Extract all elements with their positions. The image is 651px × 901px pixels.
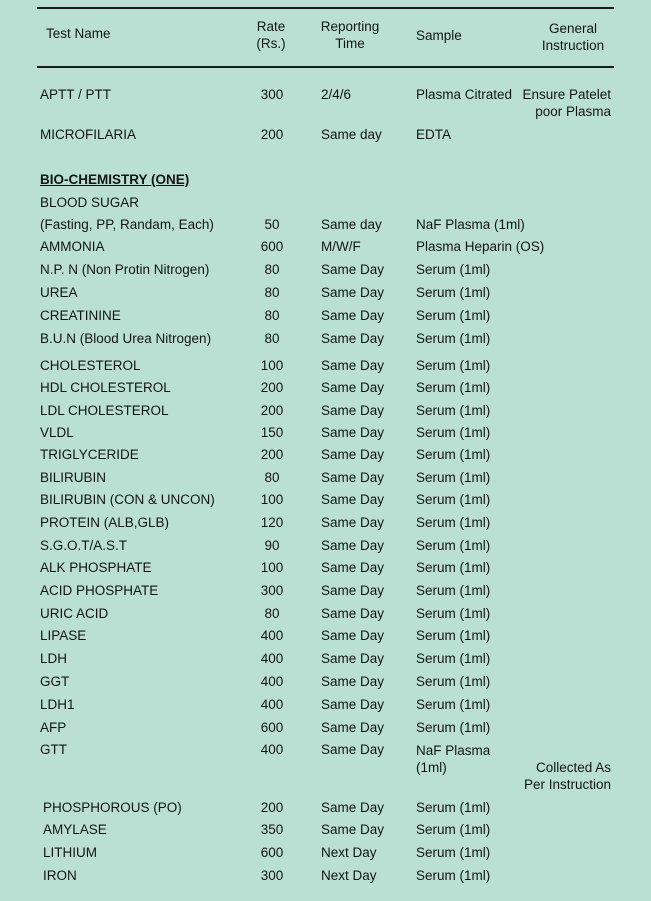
reporting-time: Same Day	[321, 674, 385, 689]
sample: Serum (1ml)	[416, 822, 491, 837]
reporting-time: Same Day	[321, 492, 385, 507]
header-rate-line1: Rate	[256, 19, 286, 34]
test-name: UREA	[40, 285, 78, 300]
table-row	[0, 740, 651, 760]
header-rate-line2: (Rs.)	[256, 36, 286, 51]
table-row	[0, 536, 651, 556]
rate: 600	[260, 720, 284, 735]
test-name: CHOLESTEROL	[40, 358, 141, 373]
sample: Serum (1ml)	[416, 358, 491, 373]
reporting-time: Same Day	[321, 538, 385, 553]
sample: Serum (1ml)	[416, 308, 491, 323]
sample: NaF Plasma (1ml)	[416, 217, 525, 232]
sample: Serum (1ml)	[416, 845, 491, 860]
section-heading-row	[0, 170, 651, 190]
reporting-time: Next Day	[321, 868, 377, 883]
test-name: GGT	[40, 674, 70, 689]
rate: 80	[264, 470, 280, 485]
reporting-time: Same Day	[321, 425, 385, 440]
table-row	[0, 558, 651, 578]
rate: 200	[260, 127, 284, 142]
rate: 100	[260, 358, 284, 373]
rate: 300	[260, 87, 284, 102]
sample: Plasma Citrated	[416, 87, 513, 102]
header-general-line1: General	[548, 21, 598, 36]
table-row	[0, 695, 651, 715]
reporting-time: Same day	[321, 217, 382, 232]
table-row	[0, 490, 651, 510]
table-row	[0, 329, 651, 349]
sample: Serum (1ml)	[416, 560, 491, 575]
rate: 80	[264, 285, 280, 300]
table-row	[0, 604, 651, 624]
table-row	[0, 401, 651, 421]
rate: 80	[264, 262, 280, 277]
sample: Serum (1ml)	[416, 470, 491, 485]
sample: Serum (1ml)	[416, 262, 491, 277]
table-row	[0, 260, 651, 280]
sample: Serum (1ml)	[416, 425, 491, 440]
reporting-time: Next Day	[321, 845, 377, 860]
sample: Serum (1ml)	[416, 515, 491, 530]
sample: Serum (1ml)	[416, 606, 491, 621]
group-title-row	[0, 193, 651, 213]
test-name: LITHIUM	[43, 845, 97, 860]
sample: Serum (1ml)	[416, 538, 491, 553]
reporting-time: Same Day	[321, 800, 385, 815]
table-row	[0, 125, 651, 145]
test-name: BILIRUBIN	[40, 470, 107, 485]
reporting-time: Same Day	[321, 628, 385, 643]
table-row	[0, 468, 651, 488]
test-name: LDH1	[40, 697, 75, 712]
test-name: LDL CHOLESTEROL	[40, 403, 169, 418]
sample: Serum (1ml)	[416, 492, 491, 507]
general-instruction-line2: Per Instruction	[523, 777, 611, 792]
rate: 400	[260, 742, 284, 757]
rate: 200	[260, 380, 284, 395]
table-row	[0, 378, 651, 398]
sample-line1: NaF Plasma	[416, 743, 491, 758]
sample: Serum (1ml)	[416, 628, 491, 643]
table-row	[0, 215, 651, 235]
sample-line2: (1ml)	[416, 760, 447, 775]
table-row	[0, 672, 651, 692]
test-name: TRIGLYCERIDE	[40, 447, 139, 462]
sample: Serum (1ml)	[416, 583, 491, 598]
reporting-time: Same Day	[321, 308, 385, 323]
reporting-time: Same Day	[321, 515, 385, 530]
table-row	[0, 866, 651, 886]
reporting-time: Same Day	[321, 606, 385, 621]
rate: 600	[260, 845, 284, 860]
reporting-time: Same Day	[321, 380, 385, 395]
rate: 350	[260, 822, 284, 837]
header-reporting-line1: Reporting	[320, 19, 380, 34]
reporting-time: Same Day	[321, 447, 385, 462]
table-row	[0, 356, 651, 376]
sample: Serum (1ml)	[416, 868, 491, 883]
table-row	[0, 513, 651, 533]
test-name: LIPASE	[40, 628, 87, 643]
reporting-time: Same Day	[321, 583, 385, 598]
table-row	[0, 820, 651, 840]
test-name: AMMONIA	[40, 239, 105, 254]
reporting-time: Same Day	[321, 697, 385, 712]
table-row	[0, 798, 651, 818]
sample: Serum (1ml)	[416, 380, 491, 395]
test-name: AFP	[40, 720, 67, 735]
sample	[416, 742, 490, 776]
header-test-name: Test Name	[46, 26, 111, 41]
rate: 80	[264, 331, 280, 346]
sample: Serum (1ml)	[416, 331, 491, 346]
table-row	[0, 581, 651, 601]
reporting-time: M/W/F	[321, 239, 361, 254]
rate: 600	[260, 239, 284, 254]
test-name: IRON	[43, 868, 77, 883]
sample: Serum (1ml)	[416, 403, 491, 418]
general-instruction	[522, 86, 611, 120]
table-row	[0, 423, 651, 443]
reporting-time: Same Day	[321, 358, 385, 373]
table-row	[0, 718, 651, 738]
header-general-instruction	[527, 20, 619, 54]
header-rule	[37, 66, 614, 68]
test-name: URIC ACID	[40, 606, 109, 621]
header-sample: Sample	[416, 28, 462, 43]
rate: 300	[260, 868, 284, 883]
sample: Serum (1ml)	[416, 800, 491, 815]
sample: EDTA	[416, 127, 452, 142]
rate: 400	[260, 697, 284, 712]
sample: Plasma Heparin (OS)	[416, 239, 545, 254]
rate: 120	[260, 515, 284, 530]
table-row	[0, 283, 651, 303]
rate: 90	[264, 538, 280, 553]
top-rule	[37, 7, 614, 9]
reporting-time: Same Day	[321, 720, 385, 735]
rate: 80	[264, 308, 280, 323]
header-general-line2: Instruction	[541, 38, 605, 53]
test-name: B.U.N (Blood Urea Nitrogen)	[40, 331, 212, 346]
table-row	[0, 445, 651, 465]
sample: Serum (1ml)	[416, 285, 491, 300]
rate: 200	[260, 403, 284, 418]
reporting-time: 2/4/6	[321, 87, 352, 102]
reporting-time: Same Day	[321, 403, 385, 418]
test-name: N.P. N (Non Protin Nitrogen)	[40, 262, 210, 277]
reporting-time: Same Day	[321, 742, 385, 757]
reporting-time: Same Day	[321, 262, 385, 277]
header-reporting-line2: Time	[335, 36, 365, 51]
test-name: S.G.O.T/A.S.T	[40, 538, 128, 553]
test-name: VLDL	[40, 425, 74, 440]
sample: Serum (1ml)	[416, 720, 491, 735]
test-name: (Fasting, PP, Randam, Each)	[40, 217, 214, 232]
sample: Serum (1ml)	[416, 651, 491, 666]
test-name: MICROFILARIA	[40, 127, 137, 142]
table-row	[0, 626, 651, 646]
rate: 150	[260, 425, 284, 440]
rate: 80	[264, 606, 280, 621]
table-row	[0, 649, 651, 669]
table-row	[0, 306, 651, 326]
general-instruction-line1: Collected As	[535, 760, 611, 775]
test-name: PROTEIN (ALB,GLB)	[40, 515, 170, 530]
test-name: HDL CHOLESTEROL	[40, 380, 171, 395]
reporting-time: Same Day	[321, 285, 385, 300]
reporting-time: Same Day	[321, 331, 385, 346]
general-instruction	[524, 759, 611, 793]
table-row	[0, 237, 651, 257]
reporting-time: Same Day	[321, 651, 385, 666]
header-reporting-time	[310, 18, 390, 52]
test-name: APTT / PTT	[40, 87, 112, 102]
sample: Serum (1ml)	[416, 697, 491, 712]
rate: 200	[260, 800, 284, 815]
header-rate	[244, 18, 298, 52]
section-title: BIO-CHEMISTRY (ONE)	[40, 172, 190, 187]
table-row	[0, 843, 651, 863]
test-name: AMYLASE	[43, 822, 107, 837]
sample: Serum (1ml)	[416, 674, 491, 689]
rate: 400	[260, 628, 284, 643]
rate: 50	[264, 217, 280, 232]
rate: 100	[260, 492, 284, 507]
test-name: BILIRUBIN (CON & UNCON)	[40, 492, 215, 507]
general-instruction-line2: poor Plasma	[535, 104, 611, 119]
rate: 100	[260, 560, 284, 575]
rate: 400	[260, 674, 284, 689]
test-name: ACID PHOSPHATE	[40, 583, 159, 598]
general-instruction-line1: Ensure Patelet	[522, 87, 611, 102]
rate: 300	[260, 583, 284, 598]
rate: 400	[260, 651, 284, 666]
reporting-time: Same Day	[321, 560, 385, 575]
reporting-time: Same Day	[321, 822, 385, 837]
test-name: ALK PHOSPHATE	[40, 560, 152, 575]
test-name: GTT	[40, 742, 67, 757]
group-title: BLOOD SUGAR	[40, 195, 140, 210]
test-name: LDH	[40, 651, 68, 666]
rate: 200	[260, 447, 284, 462]
sample: Serum (1ml)	[416, 447, 491, 462]
test-name: CREATININE	[40, 308, 121, 323]
reporting-time: Same day	[321, 127, 382, 142]
test-name: PHOSPHOROUS (PO)	[43, 800, 182, 815]
reporting-time: Same Day	[321, 470, 385, 485]
